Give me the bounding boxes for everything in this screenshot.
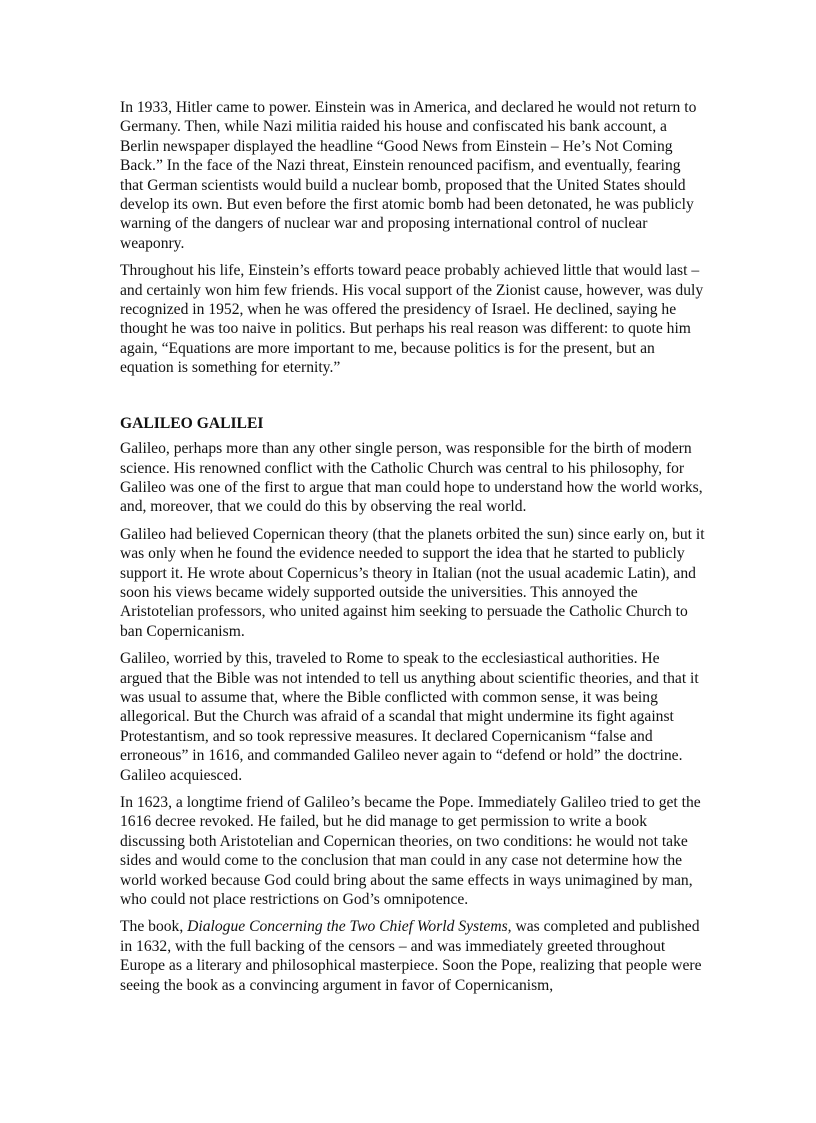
paragraph-galileo-intro: Galileo, perhaps more than any other single person, was responsible for the birth of modern science. His renowned conflict with the Catholic Church was central to his philosophy, for Galileo was one of the first to argue that man could hope to understand how the world works, and, moreover, that we could do this by observing the real world.: [120, 440, 703, 516]
paragraph-galileo-dialogue: [120, 917, 705, 995]
document-page: [120, 98, 705, 1003]
paragraph-einstein-peace: Throughout his life, Einstein’s efforts toward peace probably achieved little that would last – and certainly won him few friends. His vocal support of the Zionist cause, however, was duly recognized in 1952, when he was offered the presidency of Israel. He declined, saying he thought he was too naive in politics. But perhaps his real reason was different: to quote him again, “Equations are more important to me, because politics is for the present, but an equation is something for eternity.”: [120, 262, 704, 377]
paragraph-galileo-pope: In 1623, a longtime friend of Galileo’s became the Pope. Immediately Galileo tried to get the 1616 decree revoked. He failed, but he did manage to get permission to write a book discussing both Aristotelian and Copernican theories, on two conditions: he would not take sides and would come to the conclusion that man could in any case not determine how the world worked because God could bring about the same effects in ways unimagined by man, who could not place restrictions on God’s omnipotence.: [120, 794, 701, 909]
dialogue-text-start: The book,: [120, 918, 188, 936]
dialogue-book-title: Dialogue Concerning the Two Chief World Systems,: [187, 918, 512, 936]
paragraph-einstein-hitler: In 1933, Hitler came to power. Einstein was in America, and declared he would not return to Germany. Then, while Nazi militia raided his house and confiscated his bank account, a Berlin newspaper displayed the headline “Good News from Einstein – He’s Not Coming Back.” In the face of the Nazi threat, Einstein renounced pacifism, and eventually, fearing that German scientists would build a nuclear bomb, proposed that the United States should develop its own. But even before the first atomic bomb had been detonated, he was publicly warning of the dangers of nuclear war and proposing international control of nuclear weaponry.: [120, 99, 697, 252]
paragraph-galileo-rome: Galileo, worried by this, traveled to Rome to speak to the ecclesiastical authorities. He argued that the Bible was not intended to tell us anything about scientific theories, and that it was usual to assume that, where the Bible conflicted with common sense, it was being allegorical. But the Church was afraid of a scandal that might undermine its fight against Protestantism, and so took repressive measures. It declared Copernicanism “false and erroneous” in 1616, and commanded Galileo never again to “defend or hold” the doctrine. Galileo acquiesced.: [120, 650, 699, 784]
paragraph-galileo-copernican: Galileo had believed Copernican theory (that the planets orbited the sun) since early on, but it was only when he found the evidence needed to support the idea that he started to publicly support it. He wrote about Copernicus’s theory in Italian (not the usual academic Latin), and soon his views became widely supported outside the universities. This annoyed the Aristotelian professors, who united against him seeking to persuade the Catholic Church to ban Copernicanism.: [120, 525, 705, 640]
dialogue-text-rest: was completed and published in 1632, with the full backing of the censors – and was immediately greeted throughout Europe as a literary and philosophical masterpiece. Soon the Pope, realizing that people were seeing the book as a convincing argument in favor of Copernicanism,: [120, 918, 702, 994]
section-heading-galileo: GALILEO GALILEI: [120, 414, 264, 432]
